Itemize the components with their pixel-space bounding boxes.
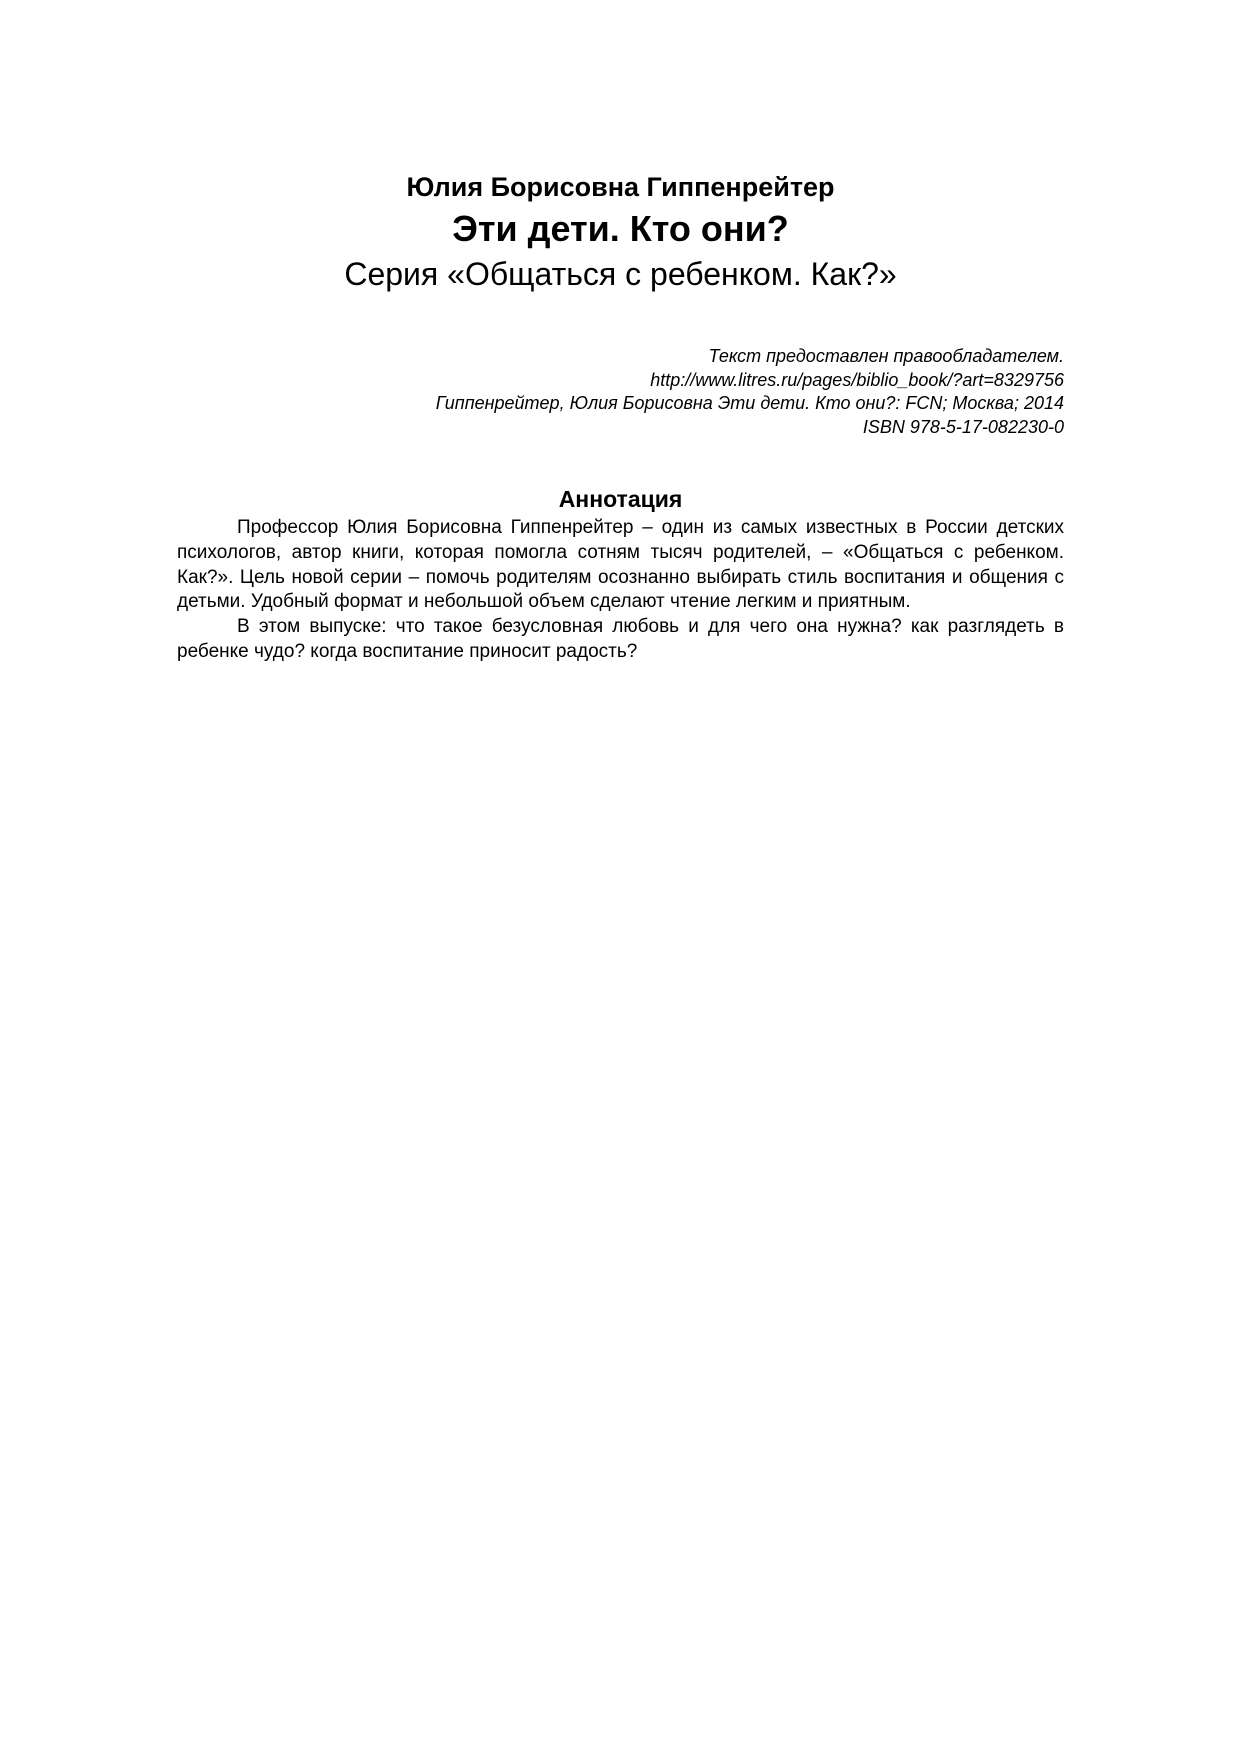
publication-info <box>177 345 1064 439</box>
book-title: Эти дети. Кто они? <box>452 208 789 249</box>
annotation-body <box>177 516 1064 665</box>
annotation-paragraph: В этом выпуске: что такое безусловная любовь и для чего она нужна? как разглядеть в ребенке чудо? когда воспитание приносит радость? <box>177 616 1064 662</box>
bibliographic-record: Гиппенрейтер, Юлия Борисовна Эти дети. Кто они?: FCN; Москва; 2014 <box>435 393 1064 413</box>
annotation-heading: Аннотация <box>558 486 683 512</box>
annotation-paragraph: Профессор Юлия Борисовна Гиппенрейтер – один из самых известных в России детских психологов, автор книги, которая помогла сотням тысяч родителей, – «Общаться с ребенком. Как?». Цель новой серии – помочь родителям осознанно выбирать стиль воспитания и общения с детьми. Удобный формат и небольшой объем сделают чтение легким и приятным. <box>177 517 1064 613</box>
title-block <box>177 168 1064 296</box>
isbn: ISBN 978-5-17-082230-0 <box>862 416 1064 437</box>
source-url: http://www.litres.ru/pages/biblio_book/?art=8329756 <box>650 369 1064 390</box>
book-author: Юлия Борисовна Гиппенрейтер <box>406 172 835 202</box>
rights-notice: Текст предоставлен правообладателем. <box>708 346 1064 366</box>
book-series: Серия «Общаться с ребенком. Как?» <box>344 256 897 292</box>
